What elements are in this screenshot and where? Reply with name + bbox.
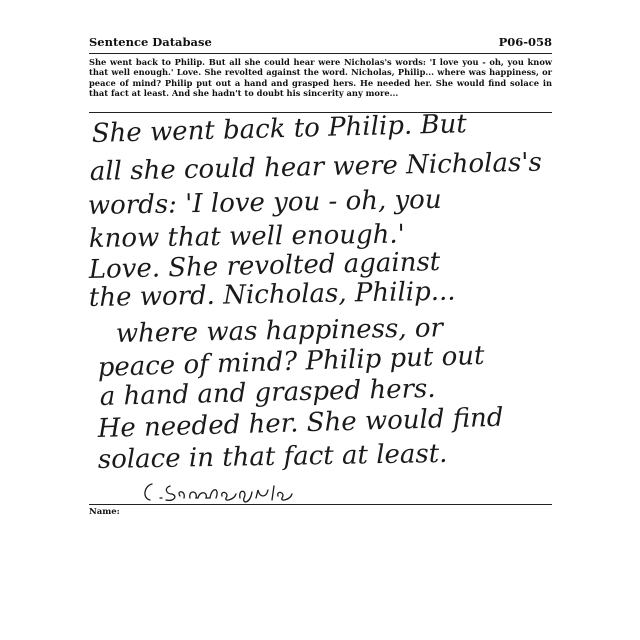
handwritten-line: Love. She revolted against: [88, 247, 441, 285]
handwritten-line: peace of mind? Philip put out: [97, 340, 485, 383]
handwritten-line: solace in that fact at least.: [97, 438, 448, 475]
handwritten-line: all she could hear were Nicholas's: [89, 147, 543, 187]
footer-rule: [89, 504, 552, 505]
handwritten-line: She went back to Philip. But: [91, 109, 468, 149]
handwritten-line: words: 'I love you - oh, you: [87, 184, 442, 221]
printed-text: She went back to Philip. But all she could hear were Nicholas's words: 'I love you - oh, you know that well enough.' Love. She revolted against the word. Nicholas, Philip... where was happiness, or peace of mind? Philip put out a hand and grasped hers. He needed her. She would find solace in that fact at least. And she hadn't to doubt his sincerity any more...: [89, 57, 552, 98]
handwritten-line: know that well enough.': [88, 219, 406, 254]
handwritten-line: the word. Nicholas, Philip...: [88, 276, 456, 313]
signature: [140, 478, 340, 506]
name-label: Name:: [89, 507, 120, 517]
handwritten-line: He needed her. She would find: [97, 402, 504, 444]
form-title: Sentence Database: [89, 35, 212, 49]
handwritten-line: a hand and grasped hers.: [99, 373, 436, 412]
handwritten-line: where was happiness, or: [115, 313, 444, 349]
form-id: P06-058: [498, 35, 552, 49]
